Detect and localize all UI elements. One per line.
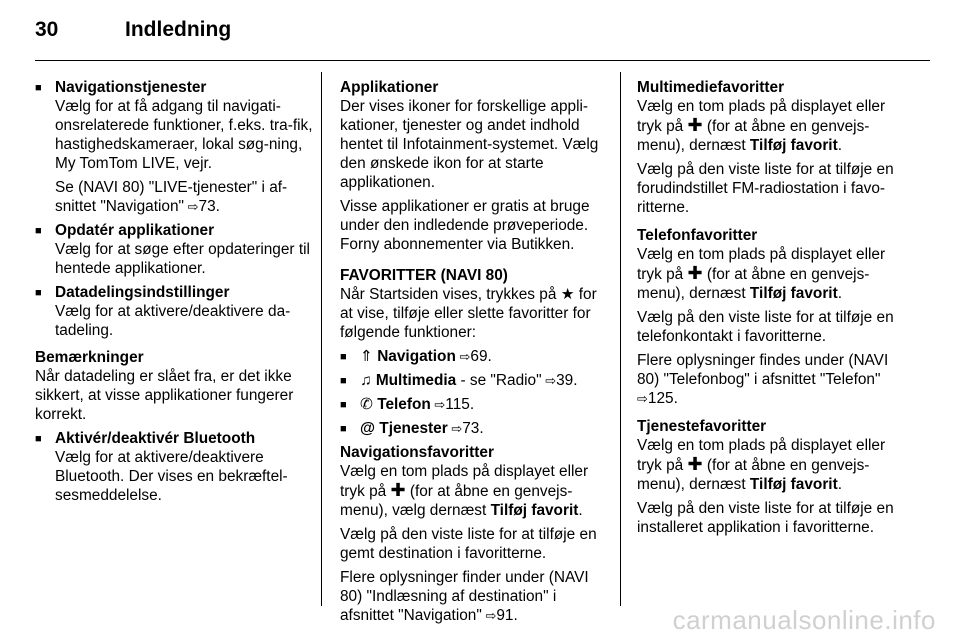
paragraph: Vælg en tom plads på displayet eller tryk på ✚ (for at åbne en genvejs-menu), dernæst Tilføj favorit. (637, 98, 886, 154)
column-2 (340, 78, 610, 630)
paragraph: Vælg for at søge efter opdateringer til hentede applikationer. (55, 241, 310, 277)
phone-icon: ✆ (360, 396, 373, 413)
header-rule (35, 60, 930, 61)
notes-heading: Bemærkninger (35, 349, 144, 366)
bullet-navigationstjenester: ■ Navigationstjenester (35, 78, 313, 97)
paragraph: Vælg en tom plads på displayet eller tryk på ✚ (for at åbne en genvejs-menu), vælg dernæst Tilføj favorit. (340, 463, 589, 519)
paragraph: Der vises ikoner for forskellige appli-kationer, tjenester og andet indhold hentet til Infotainment-systemet. Vælg den ønskede ikon for at starte applikationen. (340, 98, 599, 191)
favoritter-heading: FAVORITTER (NAVI 80) (340, 267, 508, 284)
plus-icon: ✚ (687, 115, 703, 135)
page-ref[interactable]: 69. (470, 348, 492, 365)
watermark: carmanualsonline.info (672, 605, 936, 635)
page-ref-arrow-icon (637, 390, 648, 407)
bullet-datadelingsindstillinger: ■ Datadelingsindstillinger (35, 283, 313, 302)
column-divider-1 (321, 72, 322, 606)
applikationer-heading: Applikationer (340, 79, 439, 96)
page-ref[interactable]: 125. (647, 390, 678, 407)
paragraph: Når datadeling er slået fra, er det ikke sikkert, at visse applikationer fungerer korrekt. (35, 368, 294, 423)
paragraph: Vælg for at få adgang til navigati-onsrelaterede funktioner, f.eks. tra-fik, hastighedskameraer, lokal søg-ning, My TomTom LIVE, vejr. (55, 98, 313, 172)
telefonfavoritter-heading: Telefonfavoritter (637, 227, 758, 244)
paragraph: Vælg på den viste liste for at tilføje en installeret applikation i favoritterne. (637, 500, 894, 536)
bullet-opdater-applikationer: ■ Opdatér applikationer (35, 221, 313, 240)
multimediefavoritter-heading: Multimediefavoritter (637, 79, 785, 96)
paragraph: Vælg på den viste liste for at tilføje en forudindstillet FM-radiostation i favo-ritterne. (637, 161, 894, 216)
navigation-icon: ⇑ (360, 348, 373, 365)
plus-icon: ✚ (687, 263, 703, 283)
page-ref-arrow-icon (542, 372, 557, 389)
paragraph: Flere oplysninger findes under (NAVI 80) "Telefonbog" i afsnittet "Telefon" ⇨ 125. (637, 351, 907, 408)
plus-icon: ✚ (687, 454, 703, 474)
list-item-tjenester: ■ @ Tjenester ⇨ 73. (340, 419, 610, 438)
page-ref[interactable]: 91. (496, 607, 518, 624)
list-item-navigation: ■ ⇑ Navigation ⇨ 69. (340, 347, 610, 366)
tjenestefavoritter-heading: Tjenestefavoritter (637, 418, 767, 435)
paragraph: Vælg for at aktivere/deaktivere da-tadeling. (55, 303, 291, 339)
column-3 (637, 78, 907, 542)
page-header (35, 18, 231, 48)
paragraph: Vælg en tom plads på displayet eller tryk på ✚ (for at åbne en genvejs-menu), dernæst Tilføj favorit. (637, 437, 886, 493)
paragraph: Flere oplysninger finder under (NAVI 80) "Indlæsning af destination" i afsnittet "Navigation" ⇨ 91. (340, 568, 610, 625)
page-ref-arrow-icon (448, 420, 463, 437)
page-ref-arrow-icon (184, 198, 199, 215)
paragraph: Vælg på den viste liste for at tilføje en telefonkontakt i favoritterne. (637, 309, 894, 345)
paragraph: Visse applikationer er gratis at bruge under den indledende prøveperiode. Forny abonnementer via Butikken. (340, 198, 590, 253)
list-item-multimedia: ■ ♫ Multimedia - se "Radio" ⇨ 39. (340, 371, 610, 390)
plus-icon: ✚ (390, 480, 406, 500)
at-icon: @ (360, 420, 376, 437)
navigationsfavoritter-heading: Navigationsfavoritter (340, 444, 494, 461)
paragraph: Når Startsiden vises, trykkes på ★ for at vise, tilføje eller slette favoritter for følgende funktioner: (340, 286, 597, 341)
page-ref[interactable]: 115. (445, 396, 475, 413)
music-note-icon: ♫ (360, 372, 372, 389)
star-icon: ★ (560, 286, 575, 303)
chapter-title: Indledning (125, 18, 232, 41)
page-ref-arrow-icon (482, 607, 497, 624)
page-number: 30 (35, 18, 59, 41)
page-ref[interactable]: 39. (556, 372, 578, 389)
page-ref-arrow-icon (431, 396, 446, 413)
page-ref[interactable]: 73. (198, 198, 220, 215)
column-divider-2 (620, 72, 621, 606)
paragraph: Vælg for at aktivere/deaktivere Bluetooth. Der vises en bekræftel-sesmeddelelse. (55, 449, 288, 504)
column-1 (35, 78, 313, 510)
paragraph: Se (NAVI 80) "LIVE-tjenester" i af-snittet "Navigation" ⇨ 73. (35, 178, 313, 216)
paragraph: Vælg på den viste liste for at tilføje en gemt destination i favoritterne. (340, 526, 597, 562)
page-ref[interactable]: 73. (462, 420, 484, 437)
list-item-telefon: ■ ✆ Telefon ⇨ 115. (340, 395, 610, 414)
paragraph: Vælg en tom plads på displayet eller tryk på ✚ (for at åbne en genvejs-menu), dernæst Tilføj favorit. (637, 246, 886, 302)
page-ref-arrow-icon (456, 348, 471, 365)
bullet-bluetooth: ■ Aktivér/deaktivér Bluetooth (35, 429, 313, 448)
